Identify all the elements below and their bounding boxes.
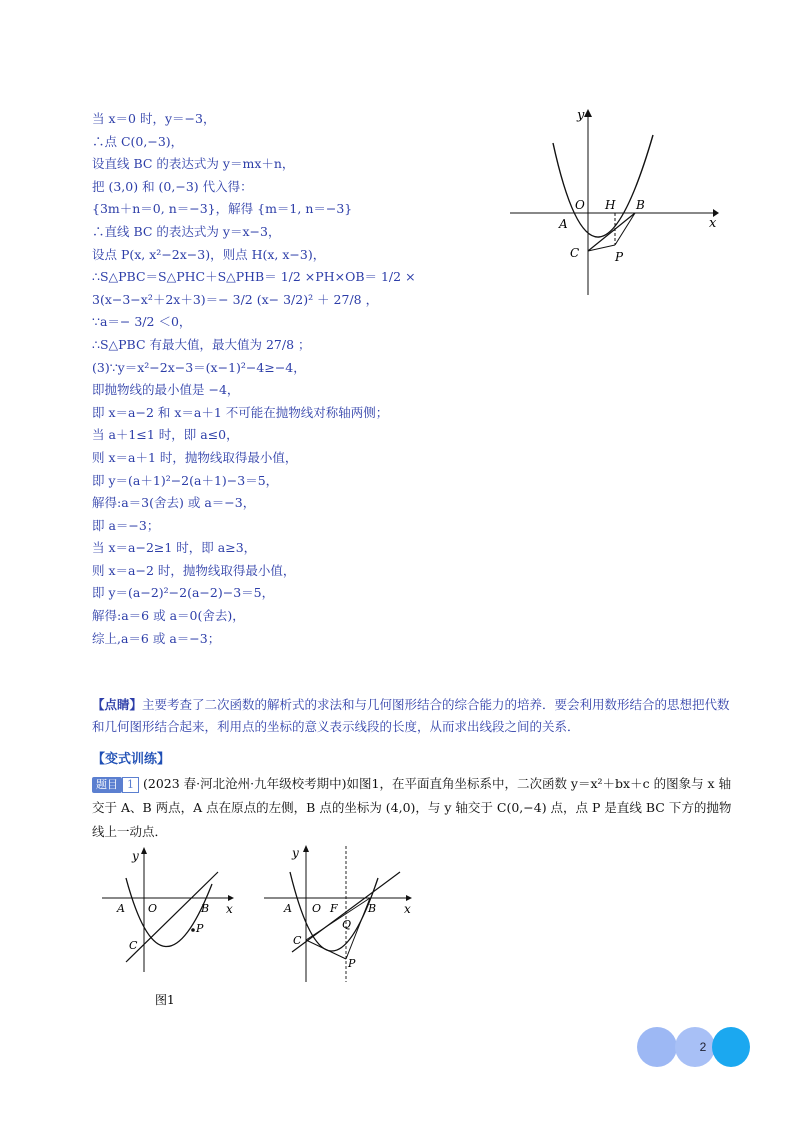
problem-source: (2023 春·河北沧州·九年级校考期中)	[143, 776, 347, 791]
point-p	[191, 928, 195, 932]
figure-caption: 图1	[155, 993, 175, 1007]
solution-line: 解得:a＝3(舍去) 或 a＝−3，	[92, 495, 256, 511]
label-f: F	[330, 902, 338, 915]
parabola-curve	[553, 135, 653, 237]
label-b: B	[368, 902, 377, 915]
solution-line: (3)∵y＝x²−2x−3＝(x−1)²−4≥−4，	[92, 359, 306, 375]
label-x: x	[404, 902, 411, 916]
solution-line: ∵a＝− 3/2 ＜0，	[92, 314, 192, 330]
x-arrow-icon	[228, 895, 234, 901]
label-p: P	[348, 957, 356, 970]
line-pb	[615, 213, 635, 245]
label-a: A	[117, 902, 125, 915]
line-cp	[306, 940, 346, 959]
solution-line: 解得:a＝6 或 a＝0(舍去)，	[92, 608, 245, 624]
solution-line: 当 x＝0 时，y＝−3，	[92, 111, 216, 126]
label-x: x	[709, 216, 717, 231]
solution-line: 综上,a＝6 或 a＝−3；	[92, 630, 221, 646]
solution-line: ∴点 C(0,−3)，	[92, 133, 184, 149]
y-arrow-icon	[141, 847, 147, 854]
solution-line: 即 a＝−3；	[92, 517, 160, 533]
label-y: y	[292, 846, 299, 860]
section-title: 【变式训练】	[92, 752, 171, 767]
solution-line: ∴直线 BC 的表达式为 y＝x−3，	[92, 223, 281, 239]
y-arrow-icon	[303, 845, 309, 852]
solution-line: 3(x−3−x²＋2x＋3)＝− 3/2 (x− 3/2)² ＋ 27/8 ，	[92, 291, 379, 307]
line-bc	[126, 872, 218, 962]
x-arrow-icon	[406, 895, 412, 901]
solution-line: 当 x＝a−2≥1 时，即 a≥3，	[92, 540, 257, 556]
label-y: y	[577, 108, 585, 123]
solution-line: 即 y＝(a＋1)²−2(a＋1)−3＝5，	[92, 472, 279, 488]
solution-line: 则 x＝a−2 时，抛物线取得最小值，	[92, 562, 296, 578]
parabola-curve	[126, 878, 212, 947]
label-b: B	[636, 198, 645, 212]
solution-line: 把 (3,0) 和 (0,−3) 代入得：	[92, 178, 253, 194]
y-arrow-icon	[584, 109, 592, 117]
solution-block	[92, 108, 552, 650]
problem-text: 如图1，在平面直角坐标系中，二次函数 y＝x²＋bx＋c 的图象与 x 轴交于 A、B 两点，A 点在原点的左侧，B 点的坐标为 (4,0)，与 y 轴交于 C(0,−4) 点，点 P 是直线 BC 下方的抛物线上一动点．	[92, 776, 732, 839]
label-o: O	[148, 902, 158, 915]
solution-line: ∴S△PBC 有最大值，最大值为 27/8 ；	[92, 336, 311, 352]
solution-line: ∴S△PBC＝S△PHC＋S△PHB＝ 1/2 ×PH×OB＝ 1/2 ×	[92, 269, 416, 285]
problem-badge: 题目	[92, 777, 122, 793]
solution-line: 设直线 BC 的表达式为 y＝mx＋n，	[92, 156, 295, 172]
page-number: 2	[699, 1040, 707, 1054]
solution-line: 当 a＋1≤1 时，即 a≤0，	[92, 427, 239, 443]
label-o: O	[312, 902, 322, 915]
label-c: C	[129, 939, 138, 952]
problem-number: 1	[122, 777, 139, 793]
label-x: x	[226, 902, 233, 916]
solution-line: 即 x＝a−2 和 x＝a＋1 不可能在抛物线对称轴两侧；	[92, 404, 389, 420]
label-a: A	[284, 902, 292, 915]
label-c: C	[293, 934, 302, 947]
solution-line: 则 x＝a＋1 时，抛物线取得最小值，	[92, 449, 298, 465]
solution-line: 设点 P(x, x²−2x−3)，则点 H(x, x−3)，	[92, 246, 326, 262]
label-a: A	[559, 217, 568, 231]
figure-1	[100, 842, 250, 1007]
solution-line: 即 y＝(a−2)²−2(a−2)−3＝5，	[92, 585, 275, 601]
label-p: P	[615, 250, 624, 264]
problem-block	[92, 772, 732, 844]
label-p: P	[196, 922, 204, 935]
remark-tag: 【点睛】	[92, 697, 143, 712]
label-c: C	[570, 246, 580, 260]
label-y: y	[132, 849, 139, 863]
solution-line: {3m＋n＝0, n＝−3}，解得 {m＝1, n＝−3}	[92, 201, 353, 217]
parabola-figure-top	[505, 105, 725, 300]
label-h: H	[605, 198, 616, 212]
page-decor-right	[712, 1027, 750, 1067]
solution-line: 即抛物线的最小值是 −4，	[92, 382, 240, 398]
remark-text: 主要考查了二次函数的解析式的求法和与几何图形结合的综合能力的培养．要会利用数形结合的思想把代数和几何图形结合起来，利用点的坐标的意义表示线段的长度，从而求出线段之间的关系．	[92, 697, 730, 734]
figure-2	[262, 842, 422, 987]
page-decor-left	[637, 1027, 677, 1067]
remark-block	[92, 694, 732, 738]
label-b: B	[201, 902, 210, 915]
label-q: Q	[342, 918, 352, 931]
label-o: O	[575, 198, 585, 212]
